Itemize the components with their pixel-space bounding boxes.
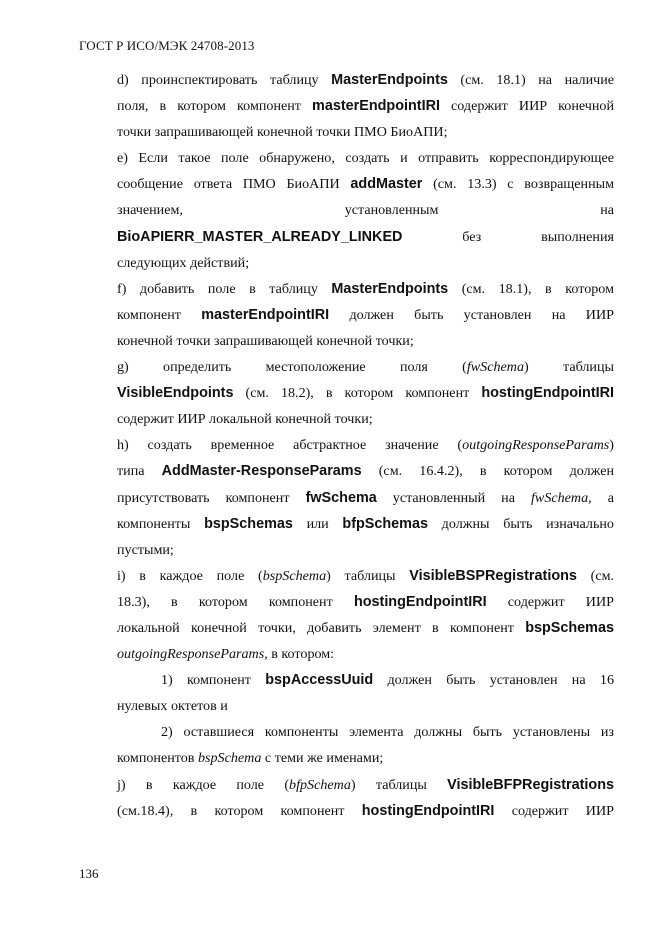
page-number: 136 bbox=[79, 866, 99, 881]
text-run: ) таблицы bbox=[326, 567, 410, 584]
text-run: точки запрашивающей конечной точки ПМО БиоАПИ; bbox=[117, 124, 448, 141]
italic-term: bspSchema bbox=[197, 750, 262, 767]
identifier-term: bspSchemas bbox=[525, 619, 614, 636]
text-line bbox=[117, 693, 614, 719]
text-run: конечной точки запрашивающей конечной точки; bbox=[117, 332, 414, 349]
text-line bbox=[117, 354, 614, 380]
text-run: сообщение ответа ПМО БиоАПИ bbox=[117, 176, 351, 193]
page-header: ГОСТ Р ИСО/МЭК 24708-2013 bbox=[79, 38, 255, 53]
identifier-term: MasterEndpoints bbox=[331, 280, 449, 297]
text-line bbox=[117, 250, 614, 276]
text-run: ) таблицы bbox=[350, 776, 448, 793]
text-run: ) таблицы bbox=[524, 359, 614, 376]
italic-term: outgoingResponseParams bbox=[117, 646, 265, 663]
text-line bbox=[117, 406, 614, 432]
text-run: , а bbox=[588, 489, 614, 506]
text-run: f) добавить поле в таблицу bbox=[117, 280, 332, 297]
identifier-term: addMaster bbox=[350, 176, 423, 193]
text-line bbox=[117, 772, 614, 798]
text-line bbox=[117, 67, 614, 93]
identifier-term: VisibleBFPRegistrations bbox=[447, 776, 615, 793]
text-run: типа bbox=[117, 463, 162, 480]
identifier-term: BioAPIERR_MASTER_ALREADY_LINKED bbox=[117, 228, 403, 245]
text-run: h) создать временное абстрактное значение ( bbox=[117, 437, 463, 454]
text-line bbox=[117, 563, 614, 589]
text-run: компонент bbox=[117, 306, 202, 323]
text-run: компонентов bbox=[117, 750, 198, 767]
text-run: должен быть установлен на 16 bbox=[373, 672, 614, 689]
text-run: поля, в котором компонент bbox=[117, 98, 313, 115]
text-line bbox=[117, 119, 614, 145]
text-line bbox=[117, 145, 614, 171]
text-run: (см. 18.2), в котором компонент bbox=[233, 385, 482, 402]
text-run: нулевых октетов и bbox=[117, 698, 228, 715]
text-run: d) проинспектировать таблицу bbox=[117, 72, 332, 88]
italic-term: fwSchema bbox=[466, 359, 525, 376]
text-line bbox=[117, 641, 614, 667]
text-run: (см. bbox=[576, 567, 615, 584]
text-run: с теми же именами; bbox=[261, 750, 384, 767]
identifier-term: bspAccessUuid bbox=[265, 672, 374, 689]
text-line bbox=[117, 197, 614, 223]
identifier-term: VisibleEndpoints bbox=[117, 385, 234, 402]
text-run: содержит ИИР bbox=[486, 593, 614, 610]
identifier-term: hostingEndpointIRI bbox=[481, 385, 614, 402]
identifier-term: fwSchema bbox=[305, 489, 377, 506]
text-run: или bbox=[292, 515, 343, 532]
text-run: содержит ИИР bbox=[494, 802, 614, 819]
text-run: содержит ИИР локальной конечной точки; bbox=[117, 411, 373, 428]
text-run: ) bbox=[609, 437, 614, 454]
text-run: должны быть изначально bbox=[427, 515, 614, 532]
text-run: компоненты bbox=[117, 515, 205, 532]
text-run: следующих действий; bbox=[117, 254, 250, 271]
text-run: , в котором: bbox=[264, 646, 335, 663]
text-line bbox=[117, 511, 614, 537]
identifier-term: AddMaster-ResponseParams bbox=[161, 463, 362, 480]
text-run: должен быть установлен на ИИР bbox=[329, 306, 614, 323]
text-run: (см. 18.1), в котором bbox=[448, 280, 614, 297]
text-line bbox=[117, 302, 614, 328]
text-line bbox=[117, 432, 614, 458]
text-line bbox=[117, 93, 614, 119]
text-run: локальной конечной точки, добавить элемент в компонент bbox=[117, 619, 526, 636]
identifier-term: hostingEndpointIRI bbox=[353, 593, 487, 610]
identifier-term: masterEndpointIRI bbox=[312, 98, 440, 115]
text-line bbox=[117, 537, 614, 563]
italic-term: bfpSchema bbox=[289, 776, 351, 793]
text-line bbox=[117, 380, 614, 406]
italic-term: fwSchema bbox=[531, 489, 589, 506]
text-line bbox=[117, 589, 614, 615]
text-run: (см. 13.3) с возвращенным bbox=[422, 176, 614, 193]
text-run: установленный на bbox=[376, 489, 532, 506]
text-line bbox=[117, 171, 614, 197]
text-run: значением, установленным на bbox=[117, 202, 614, 219]
text-line bbox=[117, 719, 614, 745]
text-run: (см. 16.4.2), в котором должен bbox=[361, 463, 614, 480]
text-line bbox=[117, 485, 614, 511]
identifier-term: hostingEndpointIRI bbox=[361, 802, 495, 819]
text-line bbox=[117, 328, 614, 354]
body-text bbox=[117, 67, 614, 824]
italic-term: bspSchema bbox=[262, 567, 327, 584]
identifier-term: MasterEndpoints bbox=[331, 72, 448, 88]
text-line bbox=[117, 667, 614, 693]
text-line bbox=[117, 745, 614, 771]
text-line bbox=[117, 458, 614, 484]
text-run: j) в каждое поле ( bbox=[117, 776, 290, 793]
text-run: присутствовать компонент bbox=[117, 489, 306, 506]
text-line bbox=[117, 798, 614, 824]
text-run: пустыми; bbox=[117, 541, 174, 558]
text-line bbox=[117, 224, 614, 250]
text-run: g) определить местоположение поля ( bbox=[117, 359, 467, 376]
identifier-term: bspSchemas bbox=[204, 515, 293, 532]
text-run: содержит ИИР конечной bbox=[439, 98, 615, 115]
text-line bbox=[117, 615, 614, 641]
text-run: 18.3), в котором компонент bbox=[117, 593, 354, 610]
identifier-term: VisibleBSPRegistrations bbox=[409, 567, 577, 584]
text-run: 1) компонент bbox=[161, 672, 266, 689]
text-run: без выполнения bbox=[402, 228, 614, 245]
text-run: e) Если такое поле обнаружено, создать и отправить корреспондирующее bbox=[117, 150, 614, 167]
text-run: 2) оставшиеся компоненты элемента должны быть установлены из bbox=[161, 724, 614, 741]
italic-term: outgoingResponseParams bbox=[462, 437, 610, 454]
text-run: (см. 18.1) на наличие bbox=[447, 72, 614, 88]
text-line bbox=[117, 276, 614, 302]
text-run: i) в каждое поле ( bbox=[117, 567, 263, 584]
identifier-term: masterEndpointIRI bbox=[201, 306, 330, 323]
text-run: (см.18.4), в котором компонент bbox=[117, 802, 362, 819]
identifier-term: bfpSchemas bbox=[342, 515, 428, 532]
